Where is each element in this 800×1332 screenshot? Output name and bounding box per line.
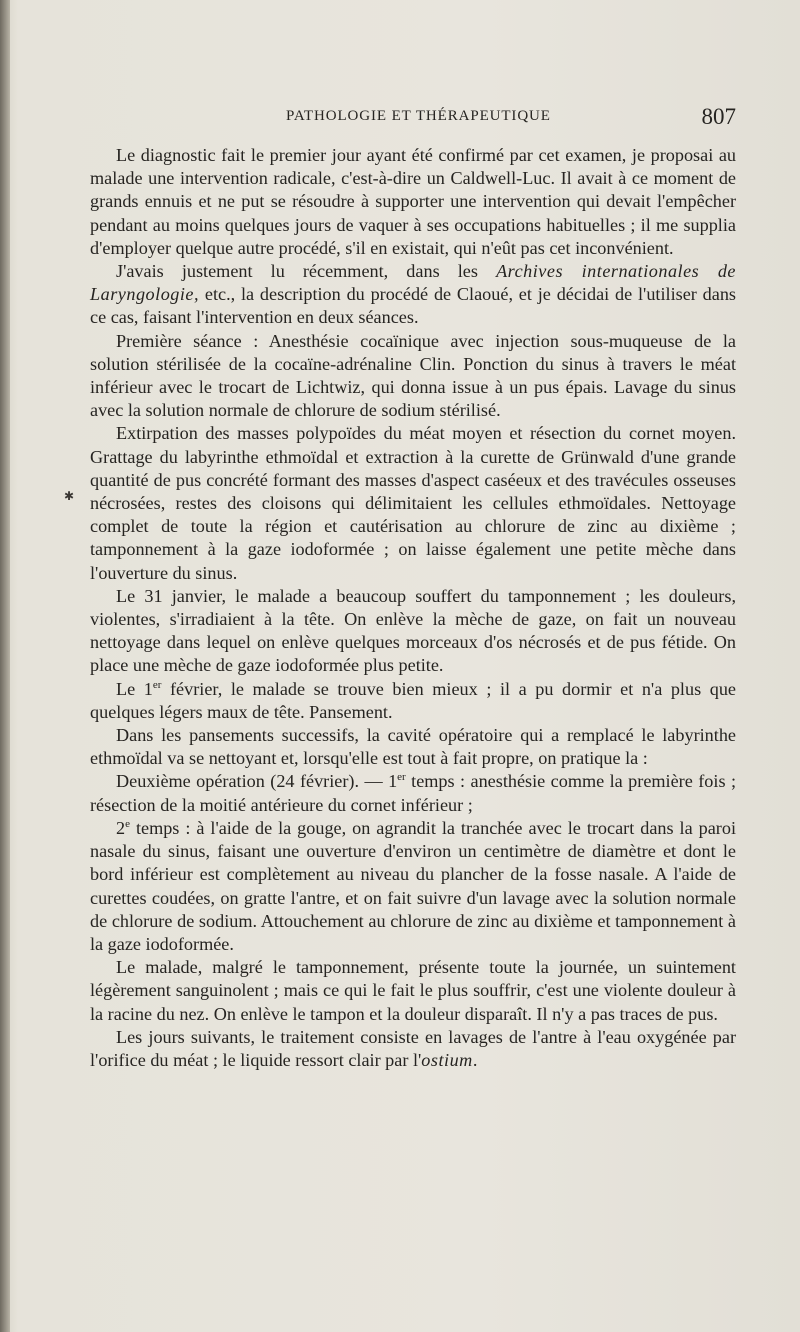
paragraph: Le malade, malgré le tamponnement, présente toute la journée, un suintement légèrement sanguinolent ; mais ce qui le fait le plus souffrir, c'est une violente douleur à la racine du nez. On enlève le tampon et la douleur disparaît. Il n'y a pas traces de pus. <box>90 957 736 1024</box>
running-title: PATHOLOGIE ET THÉRAPEUTIQUE <box>286 108 551 124</box>
paragraph: Extirpation des masses polypoïdes du méat moyen et résection du cornet moyen. Grattage du labyrinthe ethmoïdal et extraction à la curette de Grünwald d'une grande quantité de pus concrété formant des masses d'aspect caséeux et des travécules osseuses nécrosées, restes des cloisons qui délimitaient les cellules ethmoïdales. Nettoyage complet de toute la région et cautérisation au chlorure de zinc au dixième ; tamponnement à la gaze iodoformée ; on laisse également une petite mèche dans l'ouverture du sinus. <box>90 423 736 583</box>
paragraph: J'avais justement lu récemment, dans les Archives internationales de Laryngologie, etc., la description du procédé de Claoué, et je décidai de l'utiliser dans ce cas, faisant l'intervention en deux séances. <box>90 261 737 328</box>
page-header <box>90 104 736 134</box>
paragraph: Dans les pansements successifs, la cavité opératoire qui a remplacé le labyrinthe ethmoïdal va se nettoyant et, lorsqu'elle est tout à fait propre, on pratique la : <box>90 725 736 769</box>
ostium-term: ostium <box>421 1049 473 1070</box>
paragraph: Première séance : Anesthésie cocaïnique avec injection sous-muqueuse de la solution stérilisée de la cocaïne-adrénaline Clin. Ponction du sinus à travers le méat inférieur avec le trocart de Lichtwiz, qui donna issue à un pus épais. Lavage du sinus avec la solution normale de chlorure de sodium stérilisé. <box>90 330 736 421</box>
paragraph: Le diagnostic fait le premier jour ayant été confirmé par cet examen, je proposai au malade une intervention radicale, c'est-à-dire un Caldwell-Luc. Il avait à ce moment de grands ennuis et ne put se résoudre à supporter une intervention qui devait l'empêcher pendant au moins quelques jours de vaquer à ses occupations habituelles ; il me supplia d'employer quelque autre procédé, s'il en existait, qui n'eût pas cet inconvénient. <box>90 145 736 258</box>
journal-title: Archives internationales de Laryngologie, <box>90 261 737 305</box>
paragraph: Les jours suivants, le traitement consiste en lavages de l'antre à l'eau oxygénée par l'orifice du méat ; le liquide ressort clair par l'ostium. <box>90 1026 736 1070</box>
paragraph: Le 1er février, le malade se trouve bien mieux ; il a pu dormir et n'a plus que quelques légers maux de tête. Pansement. <box>90 678 736 722</box>
paragraph: Deuxième opération (24 février). — 1er temps : anesthésie comme la première fois ; résection de la moitié antérieure du cornet inférieur ; <box>90 771 737 815</box>
paragraph: 2e temps : à l'aide de la gouge, on agrandit la tranchée avec le trocart dans la paroi nasale du sinus, faisant une ouverture d'environ un centimètre de diamètre et dont le bord inférieur est complètement au niveau du plancher de la fosse nasale. A l'aide de curettes coudées, on gratte l'antre, et on fait suivre d'un lavage avec la solution normale de chlorure de sodium. Attouchement au chlorure de zinc au dixième et tamponnement à la gaze iodoformée. <box>90 817 736 954</box>
page-binding-shadow <box>0 0 10 1332</box>
paragraph: Le 31 janvier, le malade a beaucoup souffert du tamponnement ; les douleurs, violentes, s'irradiaient à la tête. On enlève la mèche de gaze, on fait un nouveau nettoyage dans lequel on enlève quelques morceaux d'os nécrosés et de pus fétide. On place une mèche de gaze iodoformée plus petite. <box>90 585 736 676</box>
body-text <box>90 144 736 1072</box>
margin-mark: ✱ <box>64 489 75 503</box>
page-number: 807 <box>701 104 736 129</box>
